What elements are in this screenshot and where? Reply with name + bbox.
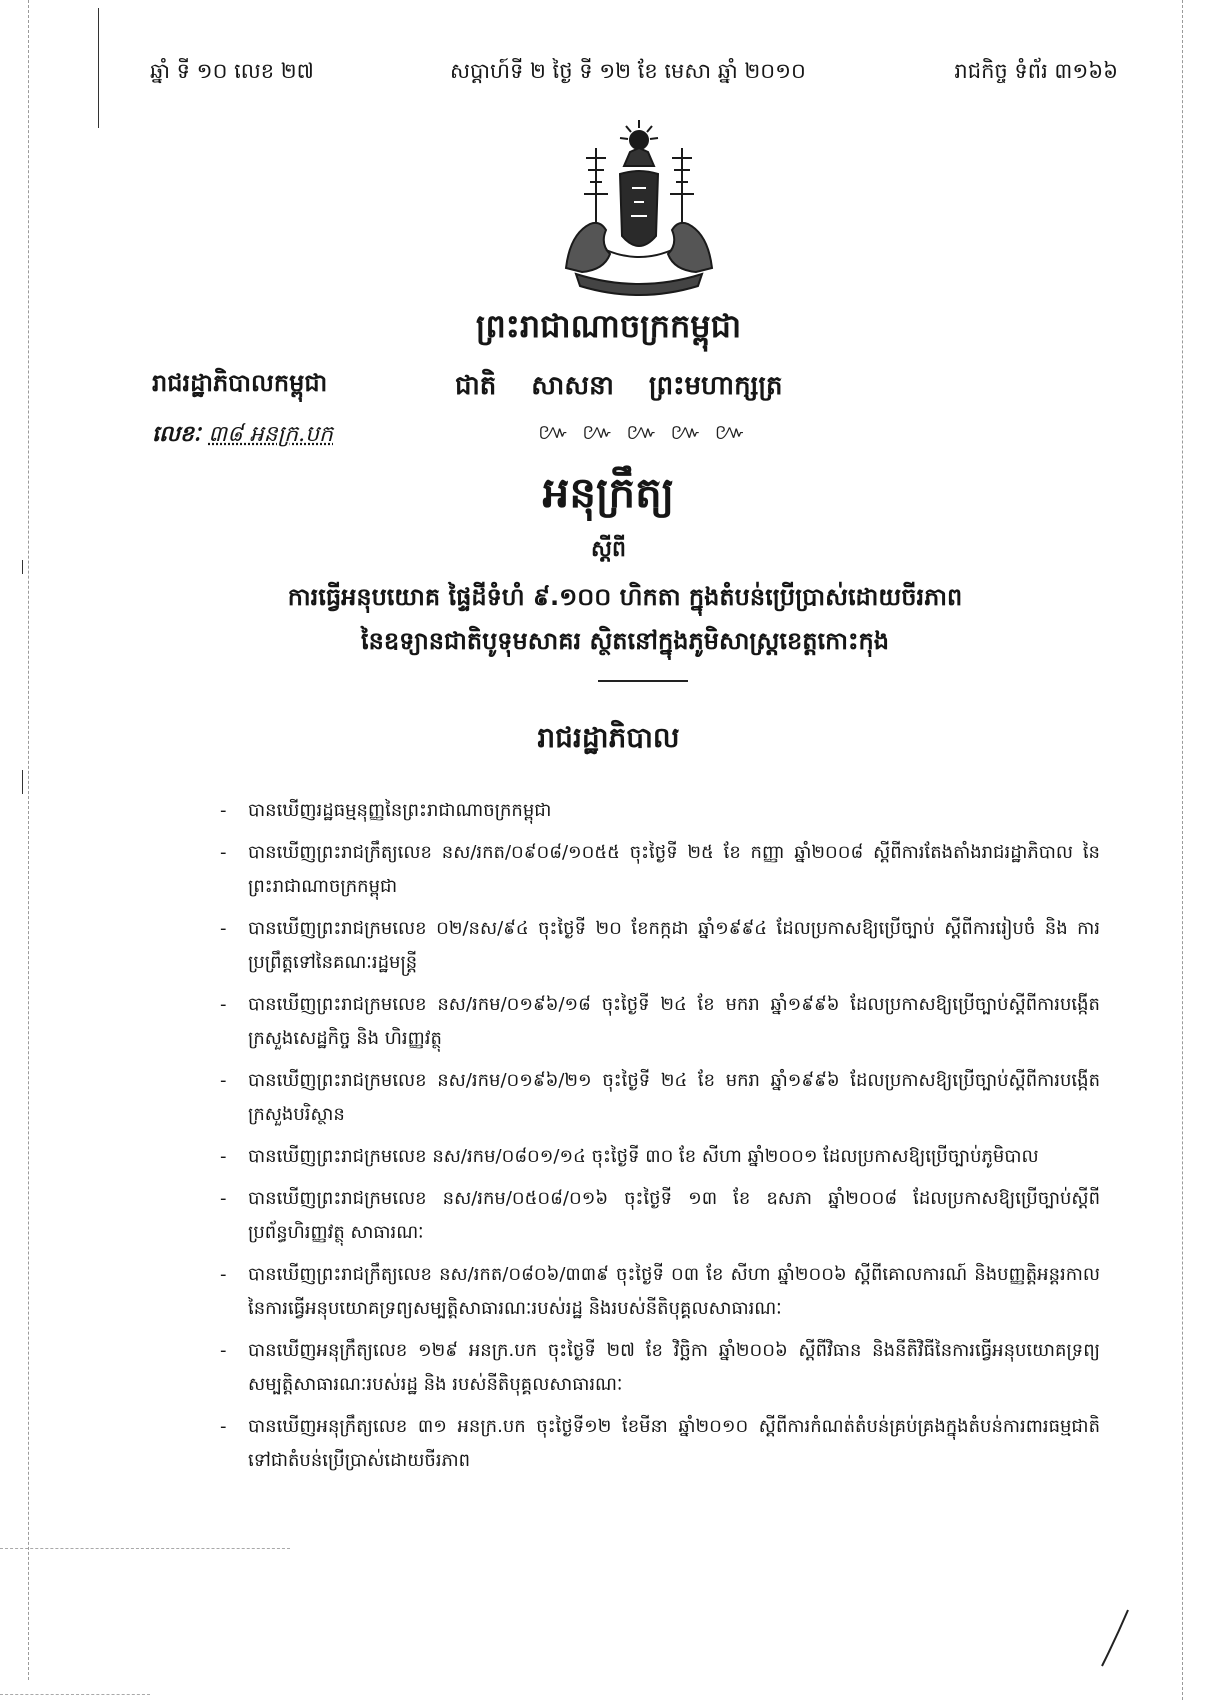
bullet-dash: - — [220, 918, 227, 939]
list-item — [220, 1258, 1100, 1326]
list-item — [220, 836, 1100, 904]
list-item — [220, 1064, 1100, 1132]
subject-line: នៃឧទ្យានជាតិបូទុមសាគរ ស្ថិតនៅក្នុងភូមិសាស្ត្រខេត្តកោះកុង — [361, 627, 889, 655]
scan-edge-line — [1182, 0, 1183, 1700]
document-type-title: អនុក្រឹត្យ — [542, 468, 675, 517]
government-heading: រាជរដ្ឋាភិបាល — [537, 721, 680, 754]
list-item-text: បានឃើញព្រះរាជក្រមលេខ នស/រកម/០១៩៦/២១ ចុះថ្ងៃទី ២៤ ខែ មករា ឆ្នាំ១៩៩៦ ដែលប្រកាសឱ្យប្រើច្បាប់ស្តីពីការបង្កើតក្រសួងបរិស្ថាន — [248, 1070, 1100, 1125]
title-rule — [598, 680, 688, 682]
list-item — [220, 1140, 1100, 1174]
national-motto: ជាតិ សាសនា ព្រះមហាក្សត្រ — [455, 371, 783, 401]
gazette-header — [150, 58, 1118, 98]
list-item-text: បានឃើញព្រះរាជក្រមលេខ ០២/នស/៩៤ ចុះថ្ងៃទី ២០ ខែកក្កដា ឆ្នាំ១៩៩៤ ដែលប្រកាសឱ្យប្រើច្បាប់ ស្តីពីការរៀបចំ និង ការប្រព្រឹត្តទៅនៃគណៈរដ្ឋមន្ត្រី — [248, 918, 1100, 973]
list-item — [220, 1410, 1100, 1478]
about-label: ស្តីពី — [591, 537, 626, 562]
bullet-dash: - — [220, 1264, 227, 1285]
list-item — [220, 794, 1100, 828]
scan-mark — [22, 770, 23, 794]
bullet-dash: - — [220, 842, 227, 863]
document-subject — [230, 575, 1020, 663]
scan-edge-line — [98, 8, 99, 128]
bullet-dash: - — [220, 994, 227, 1015]
list-item-text: បានឃើញព្រះរាជក្រឹត្យលេខ នស/រកត/០៩០៨/១០៥៥ ចុះថ្ងៃទី ២៥ ខែ កញ្ញា ឆ្នាំ២០០៨ ស្តីពីការតែងតាំងរាជរដ្ឋាភិបាល នៃព្រះរាជាណាចក្រកម្ពុជា — [248, 842, 1100, 897]
list-item-text: បានឃើញរដ្ឋធម្មនុញ្ញនៃព្រះរាជាណាចក្រកម្ពុជា — [248, 800, 552, 821]
gazette-page-number: រាជកិច្ច ទំព័រ ៣១៦៦ — [954, 59, 1118, 83]
list-item-text: បានឃើញព្រះរាជក្រឹត្យលេខ នស/រកត/០៨០៦/៣៣៩ ចុះថ្ងៃទី ០៣ ខែ សីហា ឆ្នាំ២០០៦ ស្តីពីគោលការណ៍ និងបញ្ញត្តិអន្តរកាល នៃការធ្វើអនុបយោគទ្រព្យសម្បត្តិសាធារណៈរបស់រដ្ឋ និងរបស់នីតិបុគ្គលសាធារណៈ — [248, 1264, 1100, 1319]
gazette-date: សប្តាហ៍ទី ២ ថ្ងៃ ទី ១២ ខែ មេសា ឆ្នាំ ២០១០ — [450, 59, 806, 83]
scan-edge-line — [0, 1548, 290, 1549]
subject-line: ការធ្វើអនុបយោគ ផ្ទៃដីទំហំ ៩.១០០ ហិកតា ក្នុងតំបន់ប្រើប្រាស់ដោយចីរភាព — [287, 583, 963, 611]
bullet-dash: - — [220, 1340, 227, 1361]
list-item — [220, 912, 1100, 980]
reference-number — [152, 420, 333, 452]
list-item — [220, 1334, 1100, 1402]
issuer-name: រាជរដ្ឋាភិបាលកម្ពុជា — [152, 369, 328, 397]
bullet-dash: - — [220, 1070, 227, 1091]
bullet-dash: - — [220, 1188, 227, 1209]
list-item — [220, 988, 1100, 1056]
kingdom-title: ព្រះរាជាណាចក្រកម្ពុជា — [475, 307, 742, 345]
bullet-dash: - — [220, 1146, 227, 1167]
reference-label: លេខៈ — [152, 422, 201, 447]
list-item-text: បានឃើញព្រះរាជក្រមលេខ នស/រកម/០១៩៦/១៨ ចុះថ្ងៃទី ២៤ ខែ មករា ឆ្នាំ១៩៩៦ ដែលប្រកាសឱ្យប្រើច្បាប់ស្តីពីការបង្កើតក្រសួងសេដ្ឋកិច្ច និង ហិរញ្ញវត្ថុ — [248, 994, 1100, 1049]
pen-stroke-mark-icon — [1098, 1608, 1132, 1668]
bullet-dash: - — [220, 1416, 227, 1437]
list-item-text: បានឃើញអនុក្រឹត្យលេខ ១២៩ អនក្រ.បក ចុះថ្ងៃទី ២៧ ខែ វិច្ឆិកា ឆ្នាំ២០០៦ ស្តីពីវិធាន និងនីតិវិធីនៃការធ្វើអនុបយោគទ្រព្យសម្បត្តិសាធារណៈរបស់រដ្ឋ និង របស់នីតិបុគ្គលសាធារណៈ — [248, 1340, 1100, 1395]
royal-coat-of-arms-icon — [548, 118, 730, 296]
considerations-list — [220, 794, 1100, 1486]
list-item-text: បានឃើញព្រះរាជក្រមលេខ នស/រកម/០៥០៨/០១៦ ចុះថ្ងៃទី ១៣ ខែ ឧសភា ឆ្នាំ២០០៨ ដែលប្រកាសឱ្យប្រើច្បាប់ស្តីពីប្រព័ន្ធហិរញ្ញវត្ថុ សាធារណៈ — [248, 1188, 1100, 1243]
bullet-dash: - — [220, 800, 227, 821]
list-item — [220, 1182, 1100, 1250]
gazette-year-issue: ឆ្នាំ ទី ១០ លេខ ២៧ — [150, 59, 314, 83]
list-item-text: បានឃើញអនុក្រឹត្យលេខ ៣១ អនក្រ.បក ចុះថ្ងៃទី១២ ខែមីនា ឆ្នាំ២០១០ ស្តីពីការកំណត់តំបន់គ្រប់គ្រងក្នុងតំបន់ការពារធម្មជាតិ ទៅជាតំបន់ប្រើប្រាស់ដោយចីរភាព — [248, 1416, 1100, 1471]
scan-edge-line — [0, 1694, 150, 1695]
decorative-divider: ៚ ៚ ៚ ៚ ៚ — [538, 420, 749, 445]
scan-edge-line — [28, 0, 29, 1680]
list-item-text: បានឃើញព្រះរាជក្រមលេខ នស/រកម/០៨០១/១៤ ចុះថ្ងៃទី ៣០ ខែ សីហា ឆ្នាំ២០០១ ដែលប្រកាសឱ្យប្រើច្បាប់ភូមិបាល — [248, 1146, 1039, 1167]
reference-handwritten-value: ៣៨ អនក្រ.បក — [208, 422, 334, 447]
